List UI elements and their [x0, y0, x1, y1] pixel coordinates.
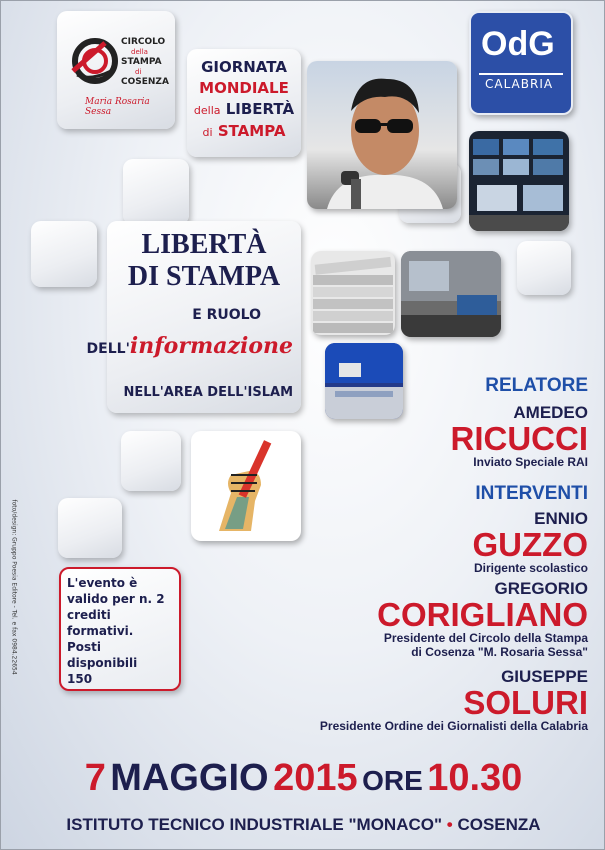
circolo-line2: della	[131, 48, 148, 56]
monitors-illustration-icon	[469, 131, 569, 231]
circolo-logo	[57, 11, 175, 129]
speaker-first: GREGORIO	[494, 579, 588, 598]
giornata-line3b: LIBERTÀ	[225, 100, 295, 118]
relatore-last: RICUCCI	[450, 420, 588, 457]
info-line3: crediti formativi.	[67, 608, 134, 638]
venue-name: ISTITUTO TECNICO INDUSTRIALE "MONACO"	[66, 815, 443, 834]
speaker-last: CORIGLIANO	[377, 596, 588, 633]
speaker-item	[248, 579, 588, 659]
side-credit: foto/design: Gruppo Poesia Editore - Tel. e fax 0984.22654	[10, 499, 18, 675]
deco-tile	[123, 159, 189, 225]
newspapers-photo	[311, 251, 395, 335]
giornata-line2: MONDIALE	[199, 79, 289, 97]
giornata-tile	[187, 49, 301, 157]
speaker-role: Presidente Ordine dei Giornalisti della Calabria	[319, 719, 588, 733]
circolo-line3: STAMPA	[121, 57, 162, 67]
info-line5: 150	[67, 672, 93, 686]
venue-bullet: •	[446, 815, 453, 834]
giornata-line4a: di	[202, 126, 213, 139]
relatore-heading: RELATORE	[485, 375, 588, 396]
info-box	[59, 567, 181, 691]
circolo-emblem-icon	[65, 31, 125, 91]
relatore-first: AMEDEO	[513, 403, 588, 422]
speaker-last: SOLURI	[463, 684, 588, 721]
circolo-signature: Maria Rosaria Sessa	[85, 97, 150, 117]
relatore-role: Inviato Speciale RAI	[473, 455, 588, 469]
giornata-line1: GIORNATA	[201, 58, 287, 76]
event-time: 10.30	[427, 757, 523, 799]
main-title-line3: E RUOLO	[192, 307, 261, 323]
main-title-line1: LIBERTÀ	[141, 229, 267, 260]
venue-city: COSENZA	[457, 815, 541, 834]
event-day: 7	[84, 757, 106, 799]
circolo-line4: di	[135, 68, 142, 76]
main-title-line4b: informazione	[129, 333, 293, 359]
speaker-item	[248, 509, 588, 575]
circolo-line1: CIRCOLO	[121, 37, 166, 47]
giornata-line4b: STAMPA	[217, 122, 286, 140]
speaker-role-line2: di Cosenza "M. Rosaria Sessa"	[411, 645, 588, 659]
speaker-role: Dirigente scolastico	[473, 561, 588, 575]
main-title-line2: DI STAMPA	[127, 261, 281, 292]
giornata-line3a: della	[193, 104, 221, 117]
control-room-photo	[469, 131, 569, 231]
main-title-line4a: DELL'	[86, 341, 130, 357]
odg-logo	[469, 11, 573, 115]
deco-tile	[517, 241, 571, 295]
newspapers-illustration-icon	[311, 251, 395, 335]
speaker-first: GIUSEPPE	[501, 667, 588, 686]
portrait-illustration-icon	[307, 61, 457, 209]
odg-subtitle: CALABRIA	[485, 77, 554, 91]
deco-tile	[31, 221, 97, 287]
odg-title: OdG	[481, 25, 555, 63]
interventi-heading: INTERVENTI	[475, 483, 588, 504]
speakers-section	[248, 375, 588, 733]
event-year: 2015	[273, 757, 358, 799]
circolo-line5: COSENZA	[121, 77, 169, 87]
deco-tile	[121, 431, 181, 491]
info-line2: valido per n. 2	[67, 592, 165, 606]
studio-illustration-icon	[401, 251, 501, 337]
deco-tile	[58, 498, 122, 558]
studio-photo	[401, 251, 501, 337]
speaker-first: ENNIO	[534, 509, 588, 528]
speaker-item	[248, 667, 588, 733]
speaker-last: GUZZO	[472, 526, 588, 563]
event-date-line	[1, 757, 605, 800]
event-ore: ORE	[362, 765, 423, 796]
info-line4: Posti disponibili	[67, 640, 138, 670]
event-month: MAGGIO	[110, 757, 269, 799]
main-title-line5: NELL'AREA DELL'ISLAM	[123, 385, 293, 400]
speaker-role: Presidente del Circolo della Stampa	[383, 631, 588, 645]
venue-line	[1, 815, 605, 835]
speaker-portrait-photo	[307, 61, 457, 209]
info-line1: L'evento è	[67, 576, 138, 590]
